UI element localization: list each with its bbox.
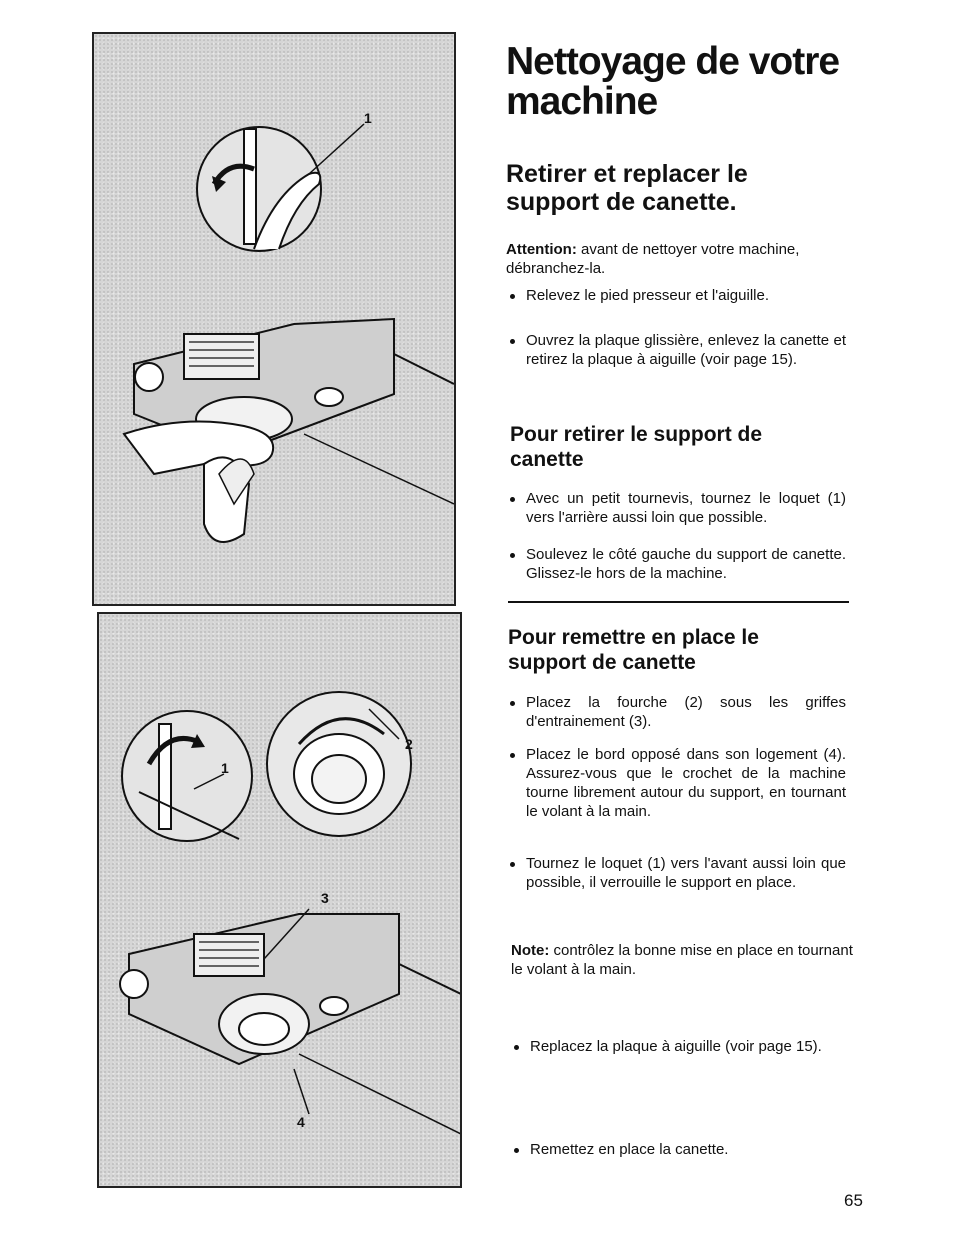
list-item: Avec un petit tournevis, tournez le loquet (1) vers l'arrière aussi loin que possible.: [506, 489, 846, 527]
note-label: Note:: [511, 942, 550, 959]
list-item: Replacez la plaque à aiguille (voir page 15).: [510, 1037, 850, 1056]
remove-heading: Pour retirer le support de canette: [510, 423, 763, 471]
replace-bullet-list-2: [506, 745, 846, 821]
illustration-remove-drawing: [94, 34, 456, 606]
illustration-replace-drawing: [99, 614, 462, 1188]
final-bullet-list: [510, 1037, 850, 1056]
list-item: Remettez en place la canette.: [510, 1140, 850, 1159]
note-text: contrôlez la bonne mise en place en tournant le volant à la main.: [511, 942, 853, 978]
remove-bullet-list-2: [506, 545, 846, 583]
replace-bullet-list-3: [506, 854, 846, 892]
list-item: Placez le bord opposé dans son logement (4). Assurez-vous que le crochet de la machine tourne librement autour du support, en tournant le volant à la main.: [506, 745, 846, 821]
replace-bullet-list: [506, 693, 846, 731]
note-paragraph: [511, 941, 856, 979]
callout-1: 1: [221, 760, 229, 776]
callout-1: 1: [364, 110, 372, 126]
attention-text: avant de nettoyer votre machine, débranchez-la.: [506, 241, 800, 277]
list-item: Soulevez le côté gauche du support de canette. Glissez-le hors de la machine.: [506, 545, 846, 583]
section-heading: Retirer et replacer le support de canette.: [506, 160, 748, 216]
callout-2: 2: [405, 736, 413, 752]
list-item: Ouvrez la plaque glissière, enlevez la canette et retirez la plaque à aiguille (voir page 15).: [506, 331, 846, 369]
replace-heading: Pour remettre en place le support de canette: [508, 626, 759, 674]
page-title: Nettoyage de votre machine: [506, 40, 840, 123]
intro-bullet-list-2: [506, 331, 846, 369]
attention-label: Attention:: [506, 241, 577, 258]
illustration-replace-bobbin-case: [97, 612, 462, 1188]
section-divider: [508, 601, 849, 603]
intro-bullet-list: [506, 286, 846, 305]
illustration-remove-bobbin-case: [92, 32, 456, 606]
list-item: Relevez le pied presseur et l'aiguille.: [506, 286, 846, 305]
final-bullet-list-2: [510, 1140, 850, 1159]
remove-bullet-list: [506, 489, 846, 527]
page-number: 65: [844, 1191, 863, 1210]
list-item: Tournez le loquet (1) vers l'avant aussi loin que possible, il verrouille le support en place.: [506, 854, 846, 892]
callout-3: 3: [321, 890, 329, 906]
attention-paragraph: [506, 240, 851, 278]
callout-4: 4: [297, 1114, 305, 1130]
list-item: Placez la fourche (2) sous les griffes d'entrainement (3).: [506, 693, 846, 731]
